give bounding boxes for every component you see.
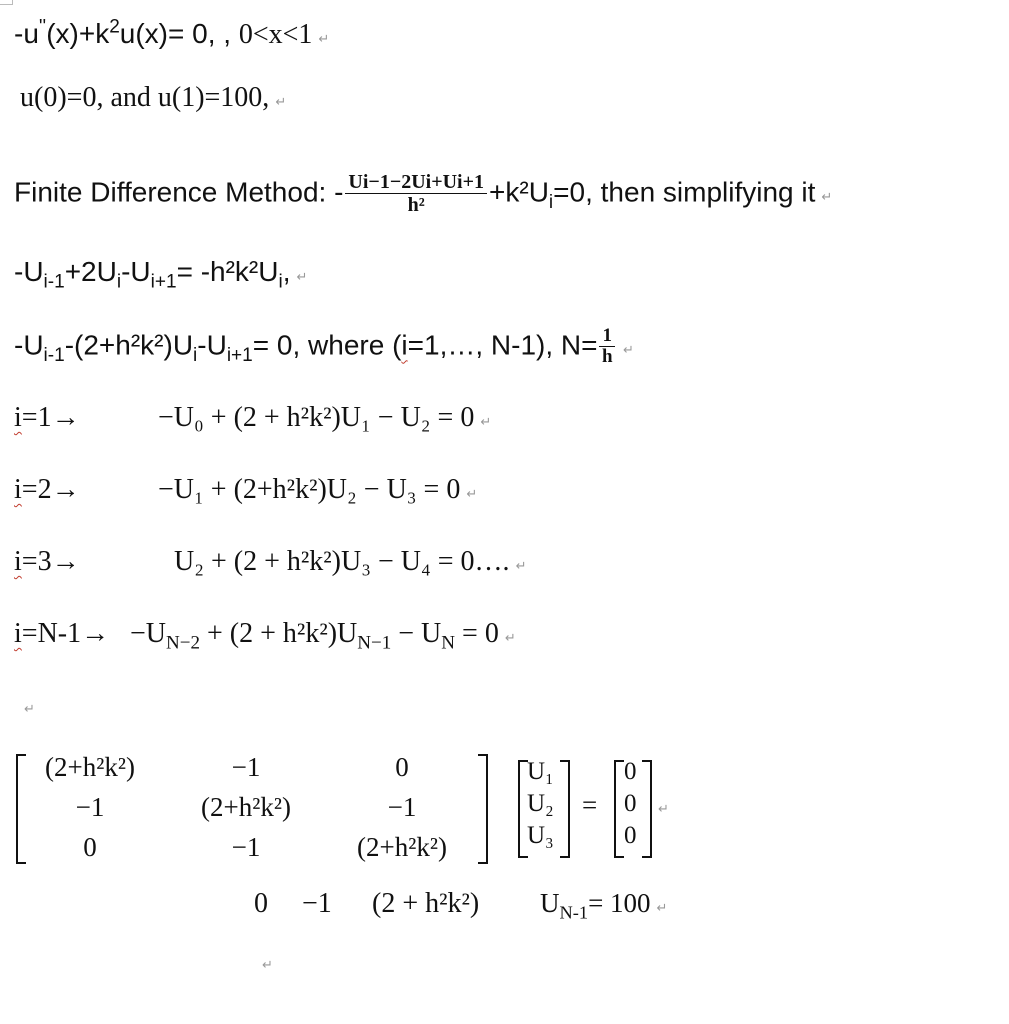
trailing-paragraph: ↵ [262,958,273,973]
unknown-u1: U₁ [527,758,554,785]
rhs-left-bracket [614,760,624,858]
unknown-u3: U₃ [527,822,554,849]
eq2-body: −U₁ + (2+h²k²)U₂ − U₃ = 0 ↵ [158,474,478,505]
page-corner-marker [0,0,13,5]
matrix-cell-3-1: 0 [83,832,97,862]
eq1-label: i=1→ [14,402,80,433]
matrix-cell-3-2: −1 [231,832,261,862]
eq1-body: −U₀ + (2 + h²k²)U₁ − U₂ = 0 ↵ [158,402,492,433]
eqN-body: $-U_{N-2} + (2 + h^2k^2)U_{N-1} - U_N = 0$ ↵ [130,618,516,654]
rhs-right-bracket [642,760,652,858]
last-row-cell-3: (2 + h²k²) [372,888,480,919]
eq2-label: i=2→ [14,474,80,505]
unknowns-right-bracket [560,760,570,858]
matrix-cell-2-2: (2+h²k²) [201,792,291,822]
simplified-equation-2: $-U_{i-1}-(2+h^2k^2)U_i-U_{i+1}= 0$, where (i=1,…, N-1), N= $\frac{1}{h}$ ↵ [14,325,634,367]
rhs-value-1: 0 [624,758,637,785]
matrix-cell-3-3: (2+h²k²) [357,832,447,862]
empty-paragraph: ↵ [24,702,35,717]
matrix-cell-1-2: −1 [231,752,261,782]
matrix-equals-sign: = [582,790,598,820]
simplified-equation-1: $-U_{i-1}+2U_i-U_{i+1}= -h^2k^2U_i$, ↵ [14,256,308,293]
one-over-h-fraction: $\frac{1}{h}$ [599,326,615,368]
boundary-conditions: u(0)=0, and u(1)=100, ↵ [20,82,287,113]
rhs-value-2: 0 [624,790,637,817]
matrix-cell-1-3: 0 [395,752,409,782]
unknown-u2: U₂ [527,790,554,817]
last-row-cell-1: 0 [254,888,268,919]
difference-fraction: $\frac{Ui-1-2Ui+Ui+1}{\text{h²}}$ [345,172,487,216]
matrix-para-mark: ↵ [658,802,669,817]
ode-equation: $-u''(x)+k^2u(x)= 0$, , 0<x<1 ↵ [14,16,330,50]
eq3-label: i=3→ [14,546,80,577]
matrix-right-bracket [478,754,488,864]
matrix-cell-1-1: (2+h²k²) [45,752,135,782]
last-row-cell-2: −1 [302,888,332,919]
eqN-label: i=N-1→ [14,618,110,649]
rhs-value-3: 0 [624,822,637,849]
matrix-cell-2-3: −1 [387,792,417,822]
matrix-left-bracket [16,754,26,864]
finite-difference-line: Finite Difference Method: - $\frac{Ui-1-2Ui+Ui+1}{\text{h²}}$ $+k^2U_i=0$, then simplifying it ↵ [14,171,833,216]
eq3-body: U₂ + (2 + h²k²)U₃ − U₄ = 0…. ↵ [174,546,527,577]
matrix-cell-2-1: −1 [75,792,105,822]
boundary-value-equation: $U_{N-1}= 100$ ↵ [540,888,668,923]
